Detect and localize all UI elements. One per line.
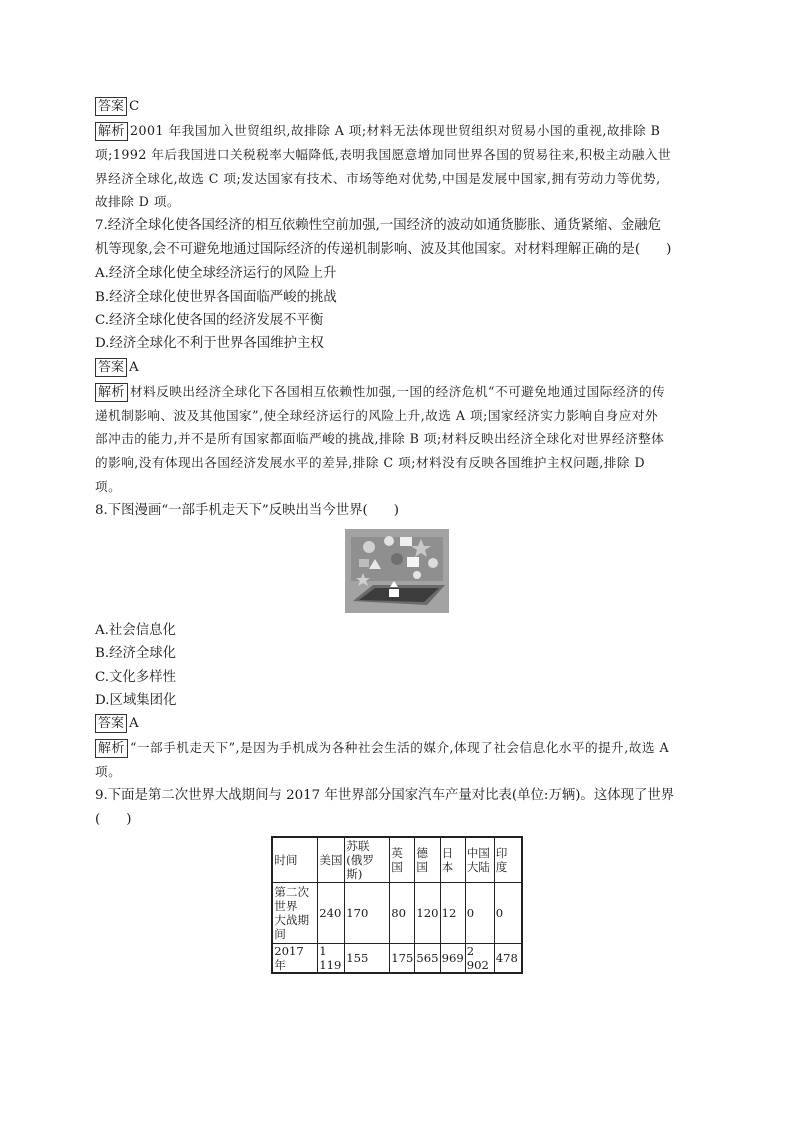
q9-stem-open: ( [95, 812, 101, 828]
q8-answer-line [95, 712, 699, 736]
car-production-table [271, 836, 522, 974]
analysis-line: 2001 年我国加入世贸组织,故排除 A 项;材料无法体现世贸组织对贸易小国的重视,故排除 B [130, 123, 661, 138]
table-header-cell: 时间 [272, 837, 318, 883]
q8-stem-text: 8.下图漫画“一部手机走天下”反映出当今世界( [95, 502, 368, 518]
table-cell: 80 [390, 883, 415, 944]
q8-stem-close: ) [393, 502, 399, 518]
phone-cartoon-image [345, 529, 449, 613]
table-cell: 1 119 [318, 944, 345, 974]
table-header-row [272, 837, 521, 883]
q8-analysis [95, 736, 699, 784]
option-c: C.经济全球化使各国的经济发展不平衡 [95, 313, 324, 328]
table-row-label: 2017 年 [272, 944, 318, 974]
q8-stem [95, 499, 699, 523]
table-cell: 12 [440, 883, 465, 944]
table-cell: 478 [494, 944, 522, 974]
answer-tag: 答案 [95, 714, 127, 733]
table-header-cell: 德 国 [415, 837, 440, 883]
table-header-cell: 日 本 [440, 837, 465, 883]
table-cell: 240 [318, 883, 345, 944]
q7-stem-close: ) [666, 242, 672, 258]
table-cell: 0 [465, 883, 494, 944]
analysis-line: 材料反映出经济全球化下各国相互依赖性加强,一国的经济危机“不可避免地通过国际经济的传 [130, 383, 666, 399]
q9-stem-line: 9.下面是第二次世界大战期间与 2017 年世界部分国家汽车产量对比表(单位:万辆)。这体现了世界 [95, 788, 675, 804]
analysis-line: 界经济全球化,故选 C 项;发达国家有技术、市场等绝对优势,中国是发展中国家,拥有劳动力等优势, [95, 170, 661, 186]
analysis-line: 部冲击的能力,并不是所有国家都面临严峻的挑战,排除 B 项;材料反映出经济全球化对世界经济整体 [95, 431, 665, 447]
option-d: D.区域集团化 [95, 693, 177, 709]
table-cell: 175 [390, 944, 415, 974]
table-row-label: 第二次 世界 大战期 间 [272, 883, 318, 944]
table-cell: 2 902 [465, 944, 494, 974]
answer-value: A [129, 359, 139, 375]
analysis-line: 故排除 D 项。 [95, 194, 181, 210]
option-d: D.经济全球化不利于世界各国维护主权 [95, 336, 324, 352]
answer-tag: 答案 [95, 358, 127, 377]
analysis-tag: 解析 [95, 122, 128, 141]
q8-options [95, 619, 699, 713]
table-header-cell: 美国 [318, 837, 345, 883]
analysis-line: 项;1992 年后我国进口关税税率大幅降低,表明我国愿意增加同世界各国的贸易往来,积极主动融入世 [95, 146, 672, 162]
q7-analysis [95, 380, 699, 499]
cartoon-figure-wrap [95, 529, 699, 613]
table-cell: 0 [494, 883, 522, 944]
analysis-tag: 解析 [95, 383, 128, 402]
analysis-tag: 解析 [95, 739, 128, 758]
document-page [95, 95, 699, 974]
q7-stem [95, 214, 699, 262]
analysis-line: “一部手机走天下”,是因为手机成为各种社会生活的媒介,体现了社会信息化水平的提升,故选 A [130, 740, 670, 756]
table-header-cell: 印 度 [494, 837, 522, 883]
answer-value: A [129, 716, 139, 732]
q7-answer-line [95, 356, 699, 380]
q9-stem-close: ) [126, 812, 132, 828]
analysis-line: 项。 [95, 764, 122, 780]
answer-value: C [129, 99, 140, 114]
option-a: A.社会信息化 [95, 622, 176, 638]
q7-options [95, 262, 699, 356]
table-row [272, 883, 521, 944]
table-cell: 120 [415, 883, 440, 944]
table-header-cell: 苏联 (俄罗 斯) [345, 837, 390, 883]
q6-answer-line [95, 95, 699, 119]
answer-tag: 答案 [95, 97, 127, 116]
option-c: C.文化多样性 [95, 669, 176, 685]
table-row [272, 944, 521, 974]
table-cell: 155 [345, 944, 390, 974]
table-cell: 969 [440, 944, 465, 974]
option-a: A.经济全球化使全球经济运行的风险上升 [95, 266, 337, 282]
table-header-cell: 英 国 [390, 837, 415, 883]
analysis-line: 项。 [95, 479, 122, 494]
table-cell: 170 [345, 883, 390, 944]
table-cell: 565 [415, 944, 440, 974]
q7-stem-line: 机等现象,会不可避免地通过国际经济的传递机制影响、波及其他国家。对材料理解正确的是( [95, 242, 641, 258]
q7-stem-line: 7.经济全球化使各国经济的相互依赖性空前加强,一国经济的波动如通货膨胀、通货紧缩、金融危 [95, 218, 662, 234]
analysis-line: 递机制影响、波及其他国家”,使全球经济运行的风险上升,故选 A 项;国家经济实力影响自身应对外 [95, 407, 659, 423]
option-b: B.经济全球化 [95, 646, 177, 662]
option-b: B.经济全球化使世界各国面临严峻的挑战 [95, 289, 337, 305]
analysis-line: 的影响,没有体现出各国经济发展水平的差异,排除 C 项;材料没有反映各国维护主权问题,排除 D [95, 455, 646, 471]
q9-stem [95, 784, 699, 832]
phone-cartoon-illustration [345, 529, 449, 613]
q6-analysis [95, 119, 699, 214]
table-header-cell: 中国 大陆 [465, 837, 494, 883]
